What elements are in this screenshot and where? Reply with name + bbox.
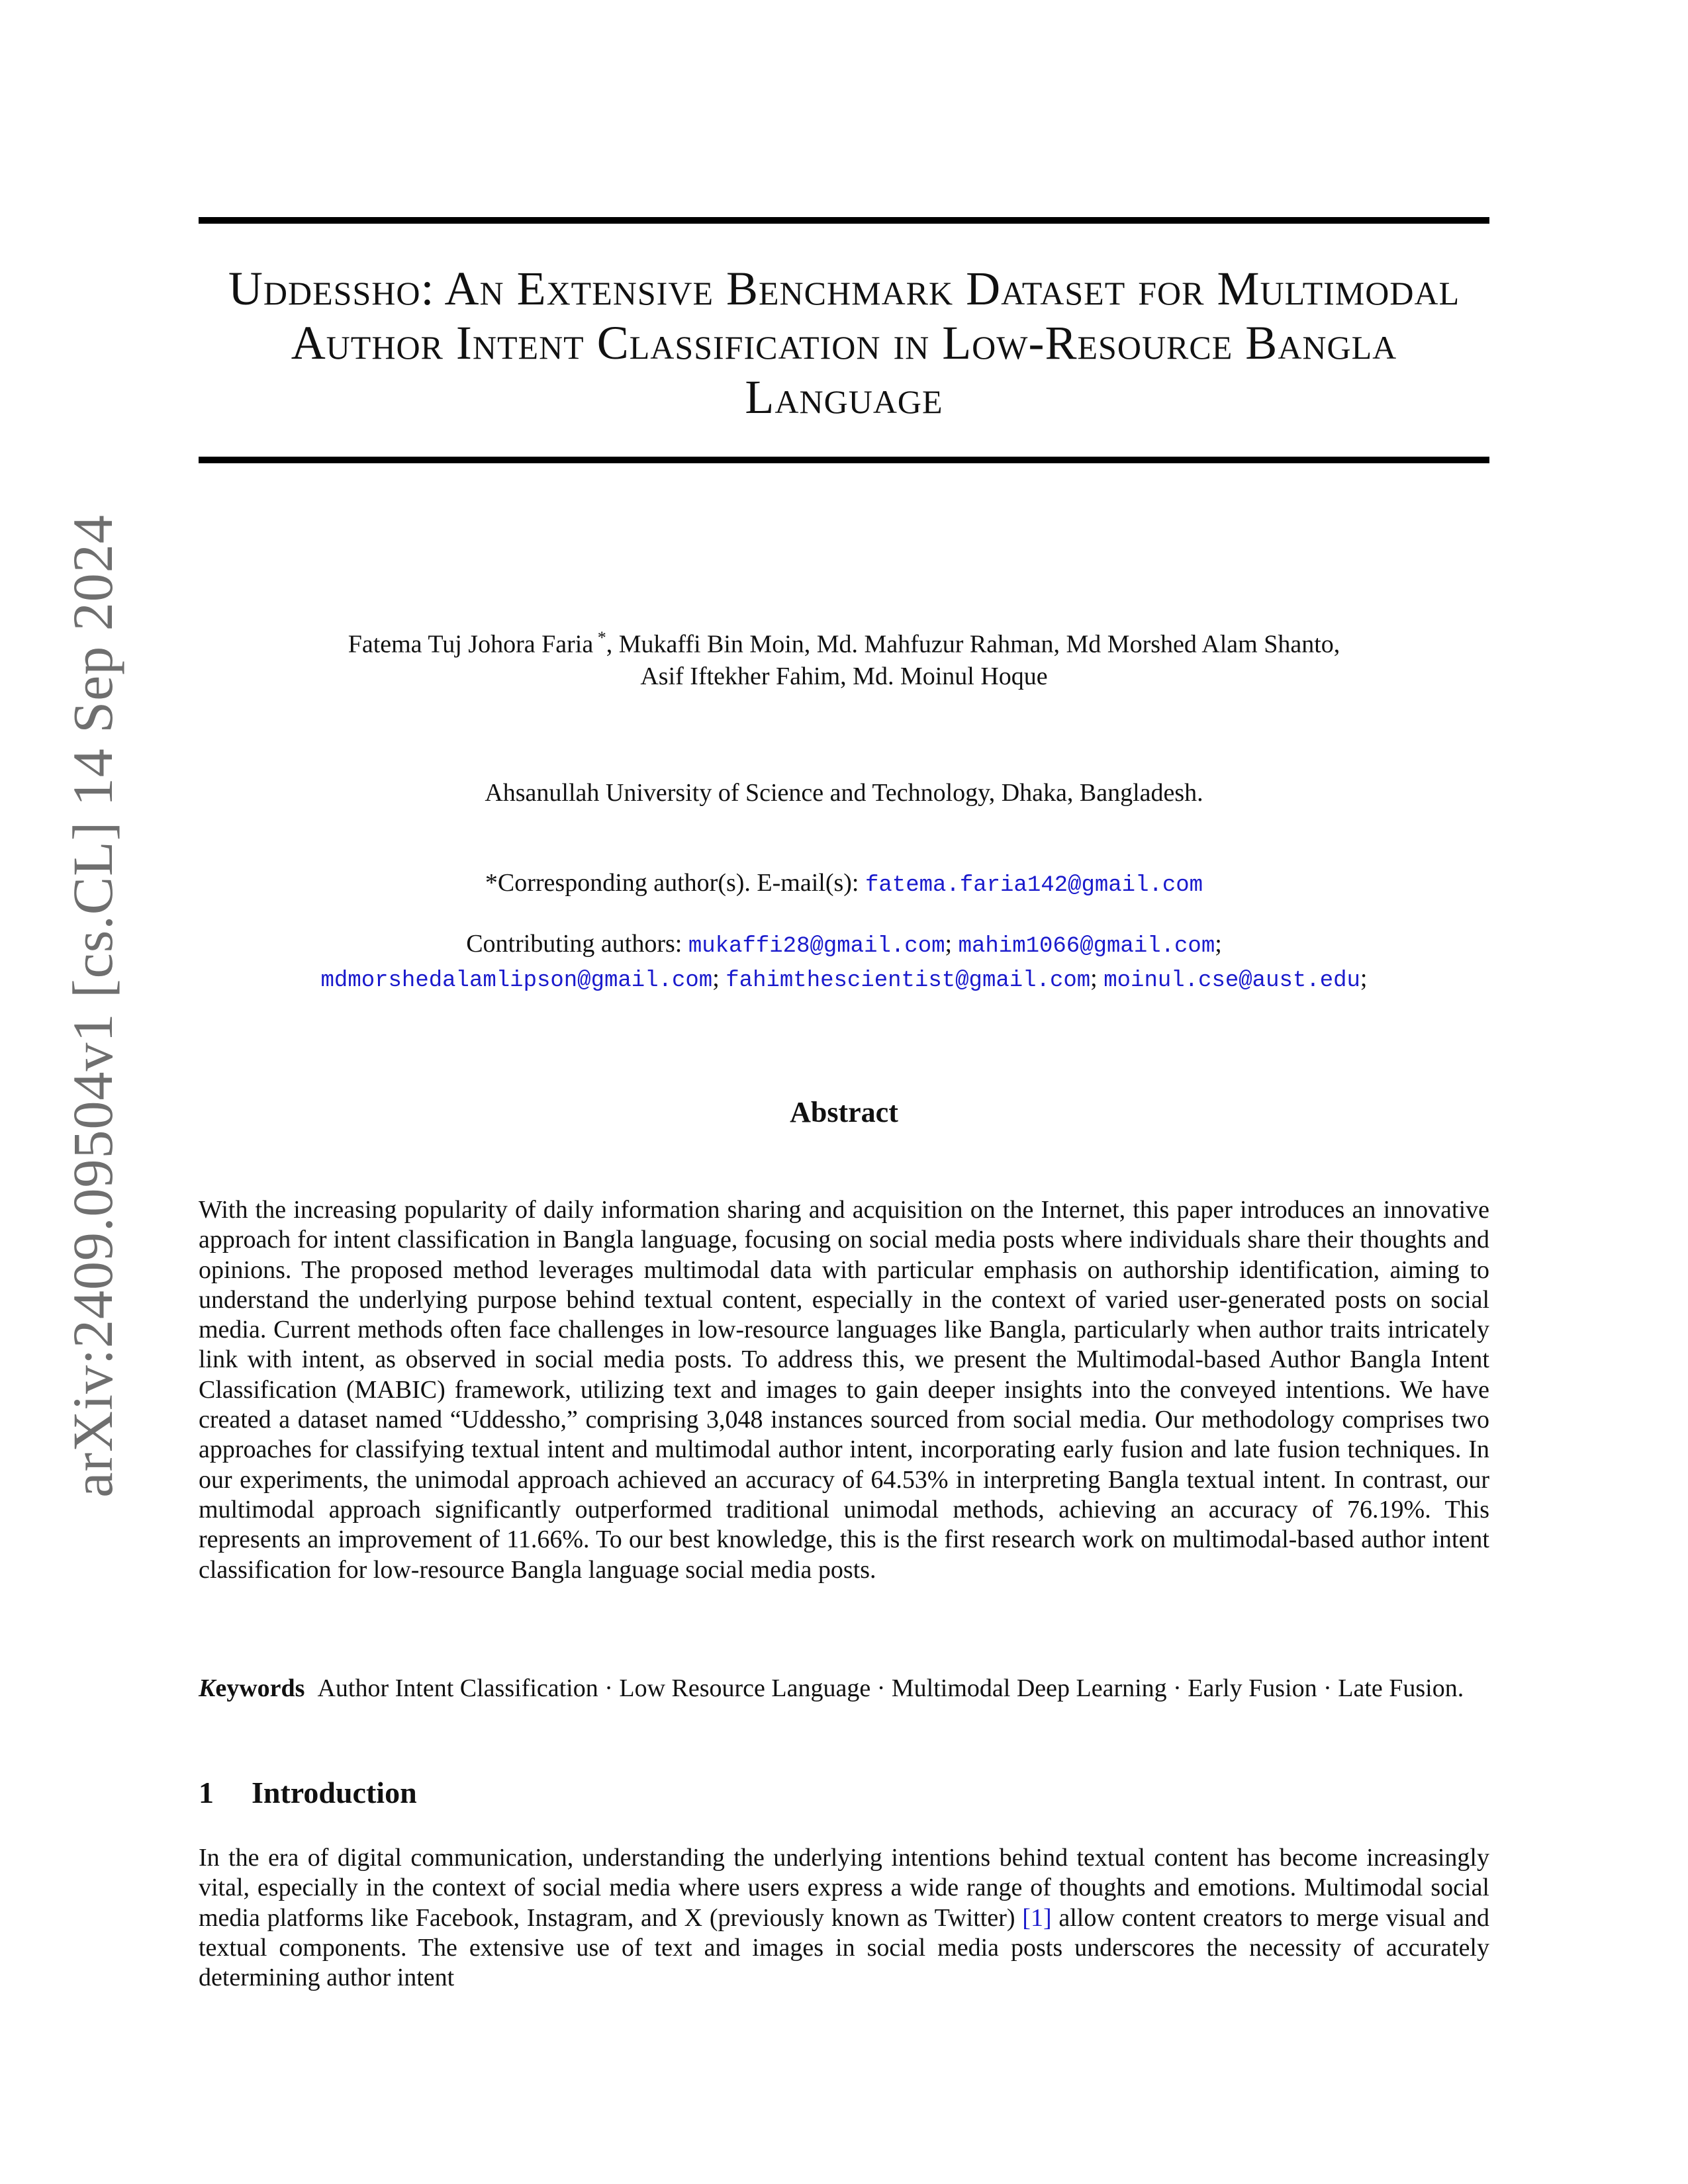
separator: ; [1090, 964, 1104, 992]
title-rule-top [199, 217, 1489, 224]
abstract-body: With the increasing popularity of daily information sharing and acquisition on the Internet, this paper introduces an innovative approach for intent classification in Bangla language, focusing on social media posts where individuals share their thoughts and opinions. The proposed method leverages multimodal data with particular emphasis on authorship identification, aiming to understand the underlying purpose behind textual content, especially in the context of varied user-generated posts on social media. Current methods often face challenges in low-resource languages like Bangla, particularly when author traits intricately link with intent, as observed in social media posts. To address this, we present the Multimodal-based Author Bangla Intent Classification (MABIC) framework, utilizing text and images to gain deeper insights into the conveyed intentions. We have created a dataset named “Uddessho,” comprising 3,048 instances sourced from social media. Our methodology comprises two approaches for classifying textual intent and multimodal author intent, incorporating early fusion and late fusion techniques. In our experiments, the unimodal approach achieved an accuracy of 64.53% in interpreting Bangla textual intent. In contrast, our multimodal approach significantly outperformed traditional unimodal methods, achieving an accuracy of 76.19%. This represents an improvement of 11.66%. To our best knowledge, this is the first research work on multimodal-based author intent classification for low-resource Bangla language social media posts. [199, 1196, 1489, 1584]
keywords-label: Keywords [199, 1674, 305, 1702]
corresponding-label: *Corresponding author(s). E-mail(s): [485, 869, 865, 897]
title-rule-bottom [199, 457, 1489, 463]
intro-text: allow content creators to merge visual and textual components. The extensive use of text and images in social media posts underscores the necessity of accurately determining author intent [199, 1903, 1489, 1992]
paper-title: Uddessho: An Extensive Benchmark Dataset for Multimodal Author Intent Classification in Low-Resource Bangla Language [228, 262, 1460, 424]
first-author: Fatema Tuj Johora Faria [348, 630, 594, 659]
author-list [199, 622, 1489, 692]
co-authors-line1: , Mukaffi Bin Moin, Md. Mahfuzur Rahman, Md Morshed Alam Shanto, [606, 630, 1340, 659]
contributor-email-link[interactable]: mukaffi28@gmail.com [688, 934, 945, 959]
contributor-email-link[interactable]: mahim1066@gmail.com [958, 934, 1215, 959]
citation-link[interactable]: [1] [1022, 1903, 1052, 1932]
keywords-list: Author Intent Classification · Low Resource Language · Multimodal Deep Learning · Early Fusion · Late Fusion. [317, 1674, 1464, 1702]
corresponding-marker: * [597, 628, 606, 647]
contributing-authors-line [199, 928, 1489, 997]
separator: ; [945, 930, 959, 958]
corresponding-email-link[interactable]: fatema.faria142@gmail.com [865, 873, 1203, 898]
contributor-email-link[interactable]: mdmorshedalamlipson@gmail.com [320, 968, 713, 993]
introduction-paragraph [199, 1843, 1489, 1993]
separator: ; [1360, 964, 1368, 992]
abstract-heading: Abstract [790, 1096, 898, 1128]
keywords-line [199, 1674, 1489, 1704]
arxiv-identifier-stamp: arXiv:2409.09504v1 [cs.CL] 14 Sep 2024 [61, 514, 124, 1498]
co-authors-line2: Asif Iftekher Fahim, Md. Moinul Hoque [640, 662, 1048, 690]
section-heading-introduction [199, 1775, 1489, 1810]
intro-text: In the era of digital communication, understanding the underlying intentions behind textual content has become increasingly vital, especially in the context of social media where users express a wide range of thoughts and emotions. Multimodal social media platforms like Facebook, Instagram, and X (previously known as Twitter) [199, 1844, 1489, 1932]
separator: ; [1215, 930, 1222, 958]
corresponding-author-line [199, 867, 1489, 901]
contributor-email-link[interactable]: fahimthescientist@gmail.com [726, 968, 1091, 993]
section-number: 1 [199, 1776, 214, 1809]
separator: ; [712, 964, 726, 992]
contributor-email-link[interactable]: moinul.cse@aust.edu [1103, 968, 1360, 993]
contributing-label: Contributing authors: [466, 930, 688, 958]
section-title: Introduction [252, 1776, 417, 1809]
affiliation: Ahsanullah University of Science and Technology, Dhaka, Bangladesh. [485, 779, 1203, 807]
